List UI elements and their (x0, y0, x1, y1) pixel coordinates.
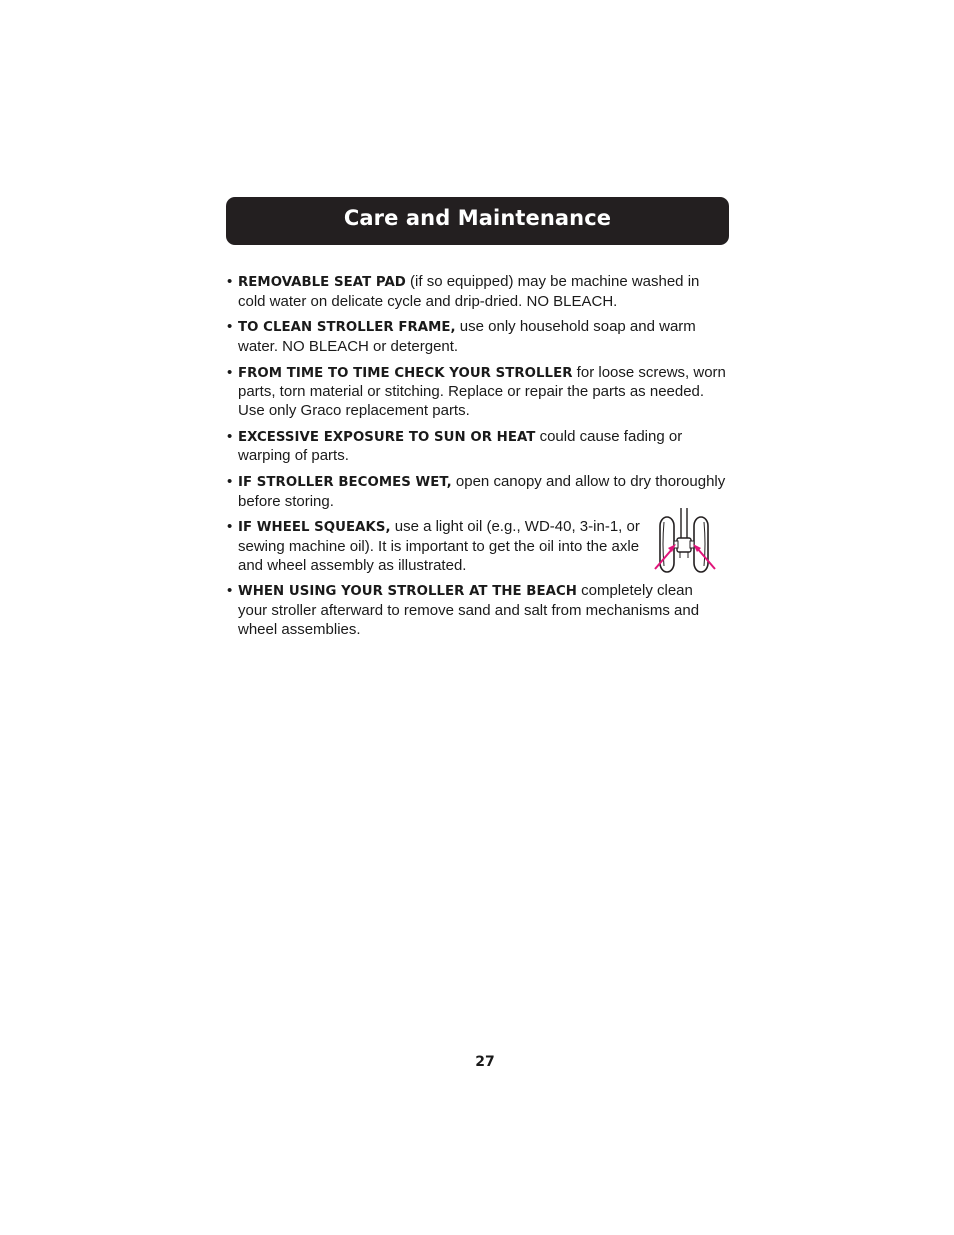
item-lead: IF STROLLER BECOMES WET, (238, 475, 452, 491)
bullet: • (227, 427, 233, 445)
maintenance-list (226, 273, 726, 646)
bullet: • (227, 273, 233, 290)
bullet: • (227, 473, 233, 491)
list-item (226, 364, 726, 421)
item-lead: IF WHEEL SQUEAKS, (238, 520, 391, 536)
section-title: Care and Maintenance (343, 206, 612, 230)
bullet: • (227, 318, 233, 336)
item-lead: TO CLEAN STROLLER FRAME, (238, 320, 456, 336)
list-item (226, 473, 726, 511)
page-number: 27 (475, 1054, 495, 1070)
item-text: open canopy and allow to dry thoroughly before storing. (238, 473, 726, 510)
section-header-bar (226, 197, 729, 245)
list-item (226, 518, 726, 575)
item-text: use only household soap and warm water. NO BLEACH or detergent. (238, 318, 696, 355)
bullet: • (227, 518, 233, 536)
list-item (226, 318, 726, 356)
item-lead: EXCESSIVE EXPOSURE TO SUN OR HEAT (238, 429, 536, 445)
item-text: (if so equipped) may be machine washed in cold water on delicate cycle and drip-dried. NO BLEACH. (238, 273, 700, 310)
list-item (226, 582, 726, 639)
item-lead: WHEN USING YOUR STROLLER AT THE BEACH (238, 584, 577, 600)
bullet: • (227, 363, 233, 381)
item-text: could cause fading or warping of parts. (238, 427, 683, 465)
bullet: • (227, 582, 233, 600)
item-lead: FROM TIME TO TIME CHECK YOUR STROLLER (238, 365, 573, 381)
item-text: completely clean your stroller afterward to remove sand and salt from mechanisms and wheel assemblies. (238, 582, 700, 638)
item-lead: REMOVABLE SEAT PAD (238, 275, 406, 290)
item-text: use a light oil (e.g., WD-40, 3-in-1, or sewing machine oil). It is important to get the oil into the axle and wheel assembly as illustrated. (238, 518, 640, 574)
wheel-axle-oil-illustration-icon (652, 508, 724, 574)
item-text: for loose screws, worn parts, torn material or stitching. Replace or repair the parts as needed. Use only Graco replacement parts. (238, 363, 726, 419)
list-item (226, 273, 726, 311)
list-item (226, 428, 726, 466)
